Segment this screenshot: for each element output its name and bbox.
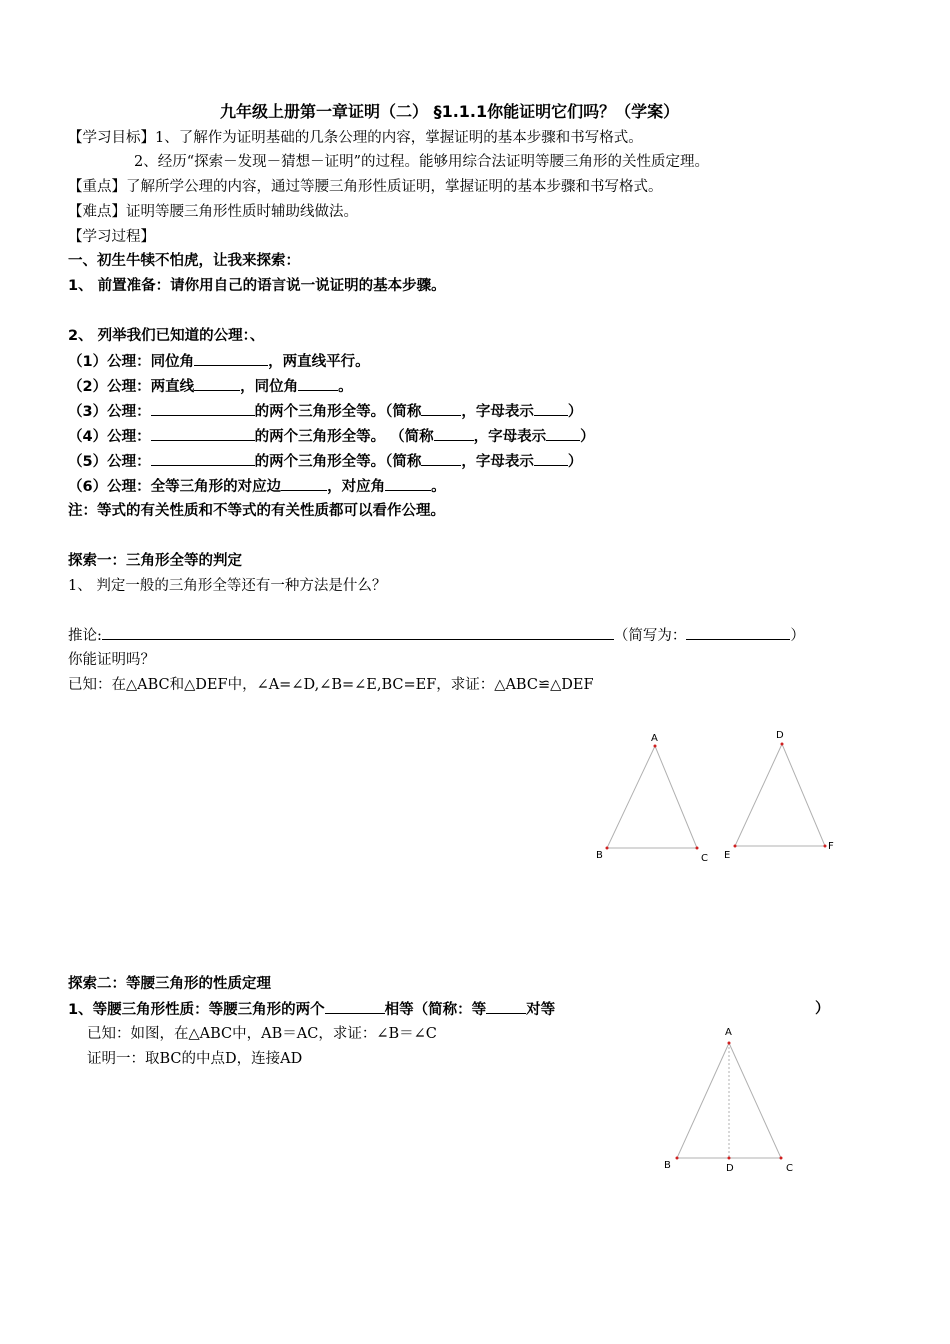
axiom-4-mid: 的两个三角形全等。 （简称 <box>254 429 434 445</box>
explore2-proof1: 证明一：取BC的中点D，连接AD <box>87 1051 303 1067</box>
iso-label-b: B <box>664 1160 671 1171</box>
axiom-5-end: ） <box>567 454 583 470</box>
point-a <box>654 745 657 748</box>
axiom-2-pre: （2）公理：两直线 <box>68 379 195 395</box>
inference-label: 推论: <box>68 628 102 644</box>
axiom-4-pre: （4）公理： <box>68 429 151 445</box>
explore2-given: 已知：如图，在△ABC中，AB＝AC，求证：∠B＝∠C <box>87 1026 437 1042</box>
part1-question2: 2、 列举我们已知道的公理：、 <box>68 328 265 344</box>
key-point-label: 【重点】 <box>68 179 126 195</box>
axiom-2-mid2: 。 <box>338 379 353 395</box>
explore2-q1-pre: 1、等腰三角形性质：等腰三角形的两个 <box>68 1002 325 1018</box>
label-e: E <box>724 850 731 861</box>
label-f: F <box>828 841 834 852</box>
isosceles-triangle <box>664 1027 793 1174</box>
page-title: 九年级上册第一章证明（二） §1.1.1你能证明它们吗？（学案） <box>220 102 680 121</box>
axiom-3-mid: 的两个三角形全等。（简称 <box>254 404 422 420</box>
explore2-question1 <box>68 999 828 1020</box>
axiom-6-mid2: 。 <box>431 479 446 495</box>
axiom-3-end: ） <box>567 404 583 420</box>
iso-label-d: D <box>726 1163 734 1174</box>
point-c <box>696 847 699 850</box>
label-b: B <box>596 850 603 861</box>
iso-point-c <box>780 1157 783 1160</box>
explore1-question1: 1、 判定一般的三角形全等还有一种方法是什么？ <box>68 578 387 594</box>
triangle-def-shape <box>735 744 825 846</box>
axiom-2-mid: ，同位角 <box>240 379 299 395</box>
axiom-4-mid2: ，字母表示 <box>473 429 547 445</box>
triangle-def <box>724 730 834 861</box>
explore2-q1-blank-2[interactable] <box>486 999 526 1014</box>
explore1-given: 已知：在△ABC和△DEF中，∠A=∠D,∠B=∠E,BC=EF，求证：△ABC≌△DEF <box>68 677 594 693</box>
axiom-6-mid: ，对应角 <box>327 479 386 495</box>
explore2-q1-mid: 相等（简称：等 <box>384 1002 487 1018</box>
explore2-heading: 探索二：等腰三角形的性质定理 <box>68 976 271 992</box>
explore1-can-prove: 你能证明吗？ <box>68 652 155 668</box>
part1-heading: 一、初生牛犊不怕虎，让我来探索： <box>68 253 300 269</box>
part1-question1: 1、 前置准备：请你用自己的语言说一说证明的基本步骤。 <box>68 278 446 294</box>
axiom-4-end: ） <box>580 429 595 445</box>
process-label: 【学习过程】 <box>68 229 155 245</box>
explore1-heading: 探索一：三角形全等的判定 <box>68 553 242 569</box>
key-point-text: 了解所学公理的内容，通过等腰三角形性质证明，掌握证明的基本步骤和书写格式。 <box>126 179 663 195</box>
label-d: D <box>776 730 784 741</box>
triangle-abc-shape <box>607 746 697 848</box>
explore2-q1-end: ） <box>815 1001 830 1017</box>
label-a: A <box>651 733 658 744</box>
axiom-5-mid: 的两个三角形全等。（简称 <box>254 454 422 470</box>
axiom-5-mid2: ，字母表示 <box>461 454 534 470</box>
axiom-1-pre: （1）公理：同位角 <box>68 354 195 370</box>
iso-point-a <box>728 1042 731 1045</box>
explore2-q1-mid2: 对等 <box>526 1002 556 1018</box>
short-end: ） <box>790 628 805 644</box>
axiom-3-pre: （3）公理： <box>68 404 151 420</box>
difficulty-text: 证明等腰三角形性质时辅助线做法。 <box>126 204 358 220</box>
point-e <box>734 845 737 848</box>
objectives-label: 【学习目标】 <box>68 130 155 146</box>
part1-note: 注：等式的有关性质和不等式的有关性质都可以看作公理。 <box>68 503 445 519</box>
iso-point-b <box>676 1157 679 1160</box>
point-b <box>606 847 609 850</box>
explore2-q1-blank-1[interactable] <box>325 999 385 1014</box>
axiom-3-mid2: ，字母表示 <box>461 404 534 420</box>
label-c: C <box>701 853 708 864</box>
objectives-line2: 2、经历“探索－发现－猜想－证明”的过程。能够用综合法证明等腰三角形的关性质定理。 <box>134 154 710 170</box>
objectives-text1: 1、了解作为证明基础的几条公理的内容，掌握证明的基本步骤和书写格式。 <box>155 130 643 146</box>
iso-label-c: C <box>786 1163 793 1174</box>
axiom-5-pre: （5）公理： <box>68 454 151 470</box>
iso-point-d <box>728 1157 731 1160</box>
point-f <box>824 845 827 848</box>
difficulty-label: 【难点】 <box>68 204 126 220</box>
point-d <box>781 743 784 746</box>
triangle-abc <box>596 733 708 864</box>
iso-label-a: A <box>725 1027 732 1038</box>
axiom-1-mid: ，两直线平行。 <box>268 354 370 370</box>
short-label: （简写为： <box>613 628 687 644</box>
axiom-6-pre: （6）公理：全等三角形的对应边 <box>68 479 282 495</box>
